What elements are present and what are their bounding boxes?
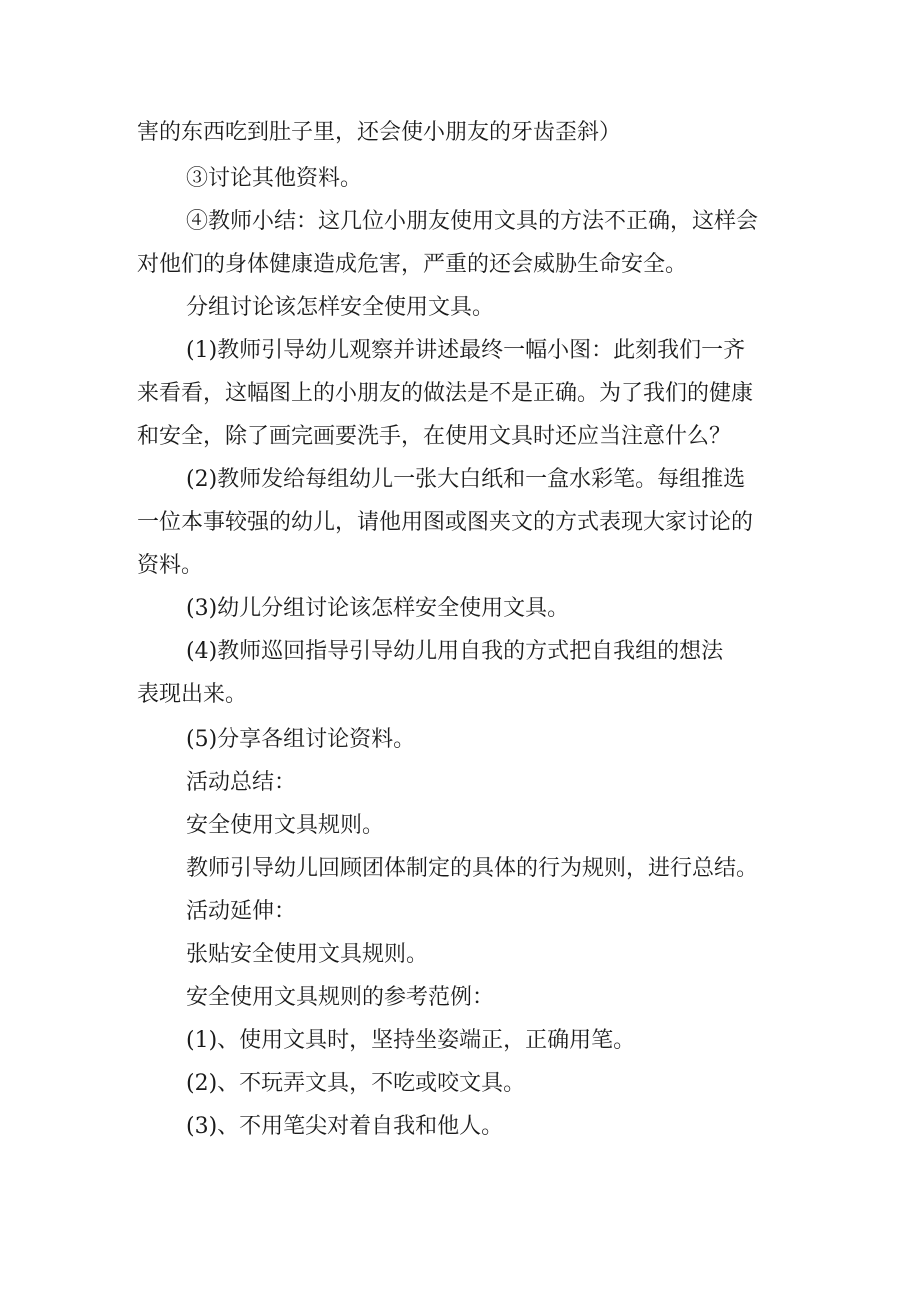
- text-line: 来看看，这幅图上的小朋友的做法是不是正确。为了我们的健康: [137, 381, 754, 406]
- text-line: (2)、不玩弄文具，不吃或咬文具。: [186, 1071, 526, 1096]
- text-line: 和安全，除了画完画要洗手，在使用文具时还应当注意什么？: [137, 424, 732, 449]
- text-line: 害的东西吃到肚子里，还会使小朋友的牙齿歪斜）: [137, 120, 622, 145]
- text-line: 活动延伸：: [186, 899, 297, 924]
- text-line: 张贴安全使用文具规则。: [186, 942, 429, 967]
- text-line: (3)、不用笔尖对着自我和他人。: [186, 1114, 504, 1139]
- text-line: 一位本事较强的幼儿，请他用图或图夹文的方式表现大家讨论的: [137, 510, 754, 535]
- text-line: (1)教师引导幼儿观察并讲述最终一幅小图：此刻我们一齐: [186, 338, 746, 363]
- text-line: (2)教师发给每组幼儿一张大白纸和一盒水彩笔。每组推选: [186, 467, 746, 492]
- text-line: 表现出来。: [137, 682, 248, 707]
- text-line: (4)教师巡回指导引导幼儿用自我的方式把自我组的想法: [186, 639, 724, 664]
- text-line: 资料。: [137, 553, 204, 578]
- text-line: 活动总结：: [186, 770, 297, 795]
- text-line: (5)分享各组讨论资料。: [186, 727, 416, 752]
- text-line: (1)、使用文具时，坚持坐姿端正，正确用笔。: [186, 1028, 636, 1053]
- text-line: ④教师小结：这几位小朋友使用文具的方法不正确，这样会: [186, 209, 759, 234]
- text-line: 教师引导幼儿回顾团体制定的具体的行为规则，进行总结。: [186, 856, 759, 881]
- text-line: 分组讨论该怎样安全使用文具。: [186, 295, 495, 320]
- text-line: 安全使用文具规则。: [186, 813, 385, 838]
- text-line: 对他们的身体健康造成危害，严重的还会威胁生命安全。: [137, 252, 688, 277]
- text-line: (3)幼儿分组讨论该怎样安全使用文具。: [186, 596, 570, 621]
- text-line: 安全使用文具规则的参考范例：: [186, 985, 495, 1010]
- text-line: ③讨论其他资料。: [186, 166, 363, 191]
